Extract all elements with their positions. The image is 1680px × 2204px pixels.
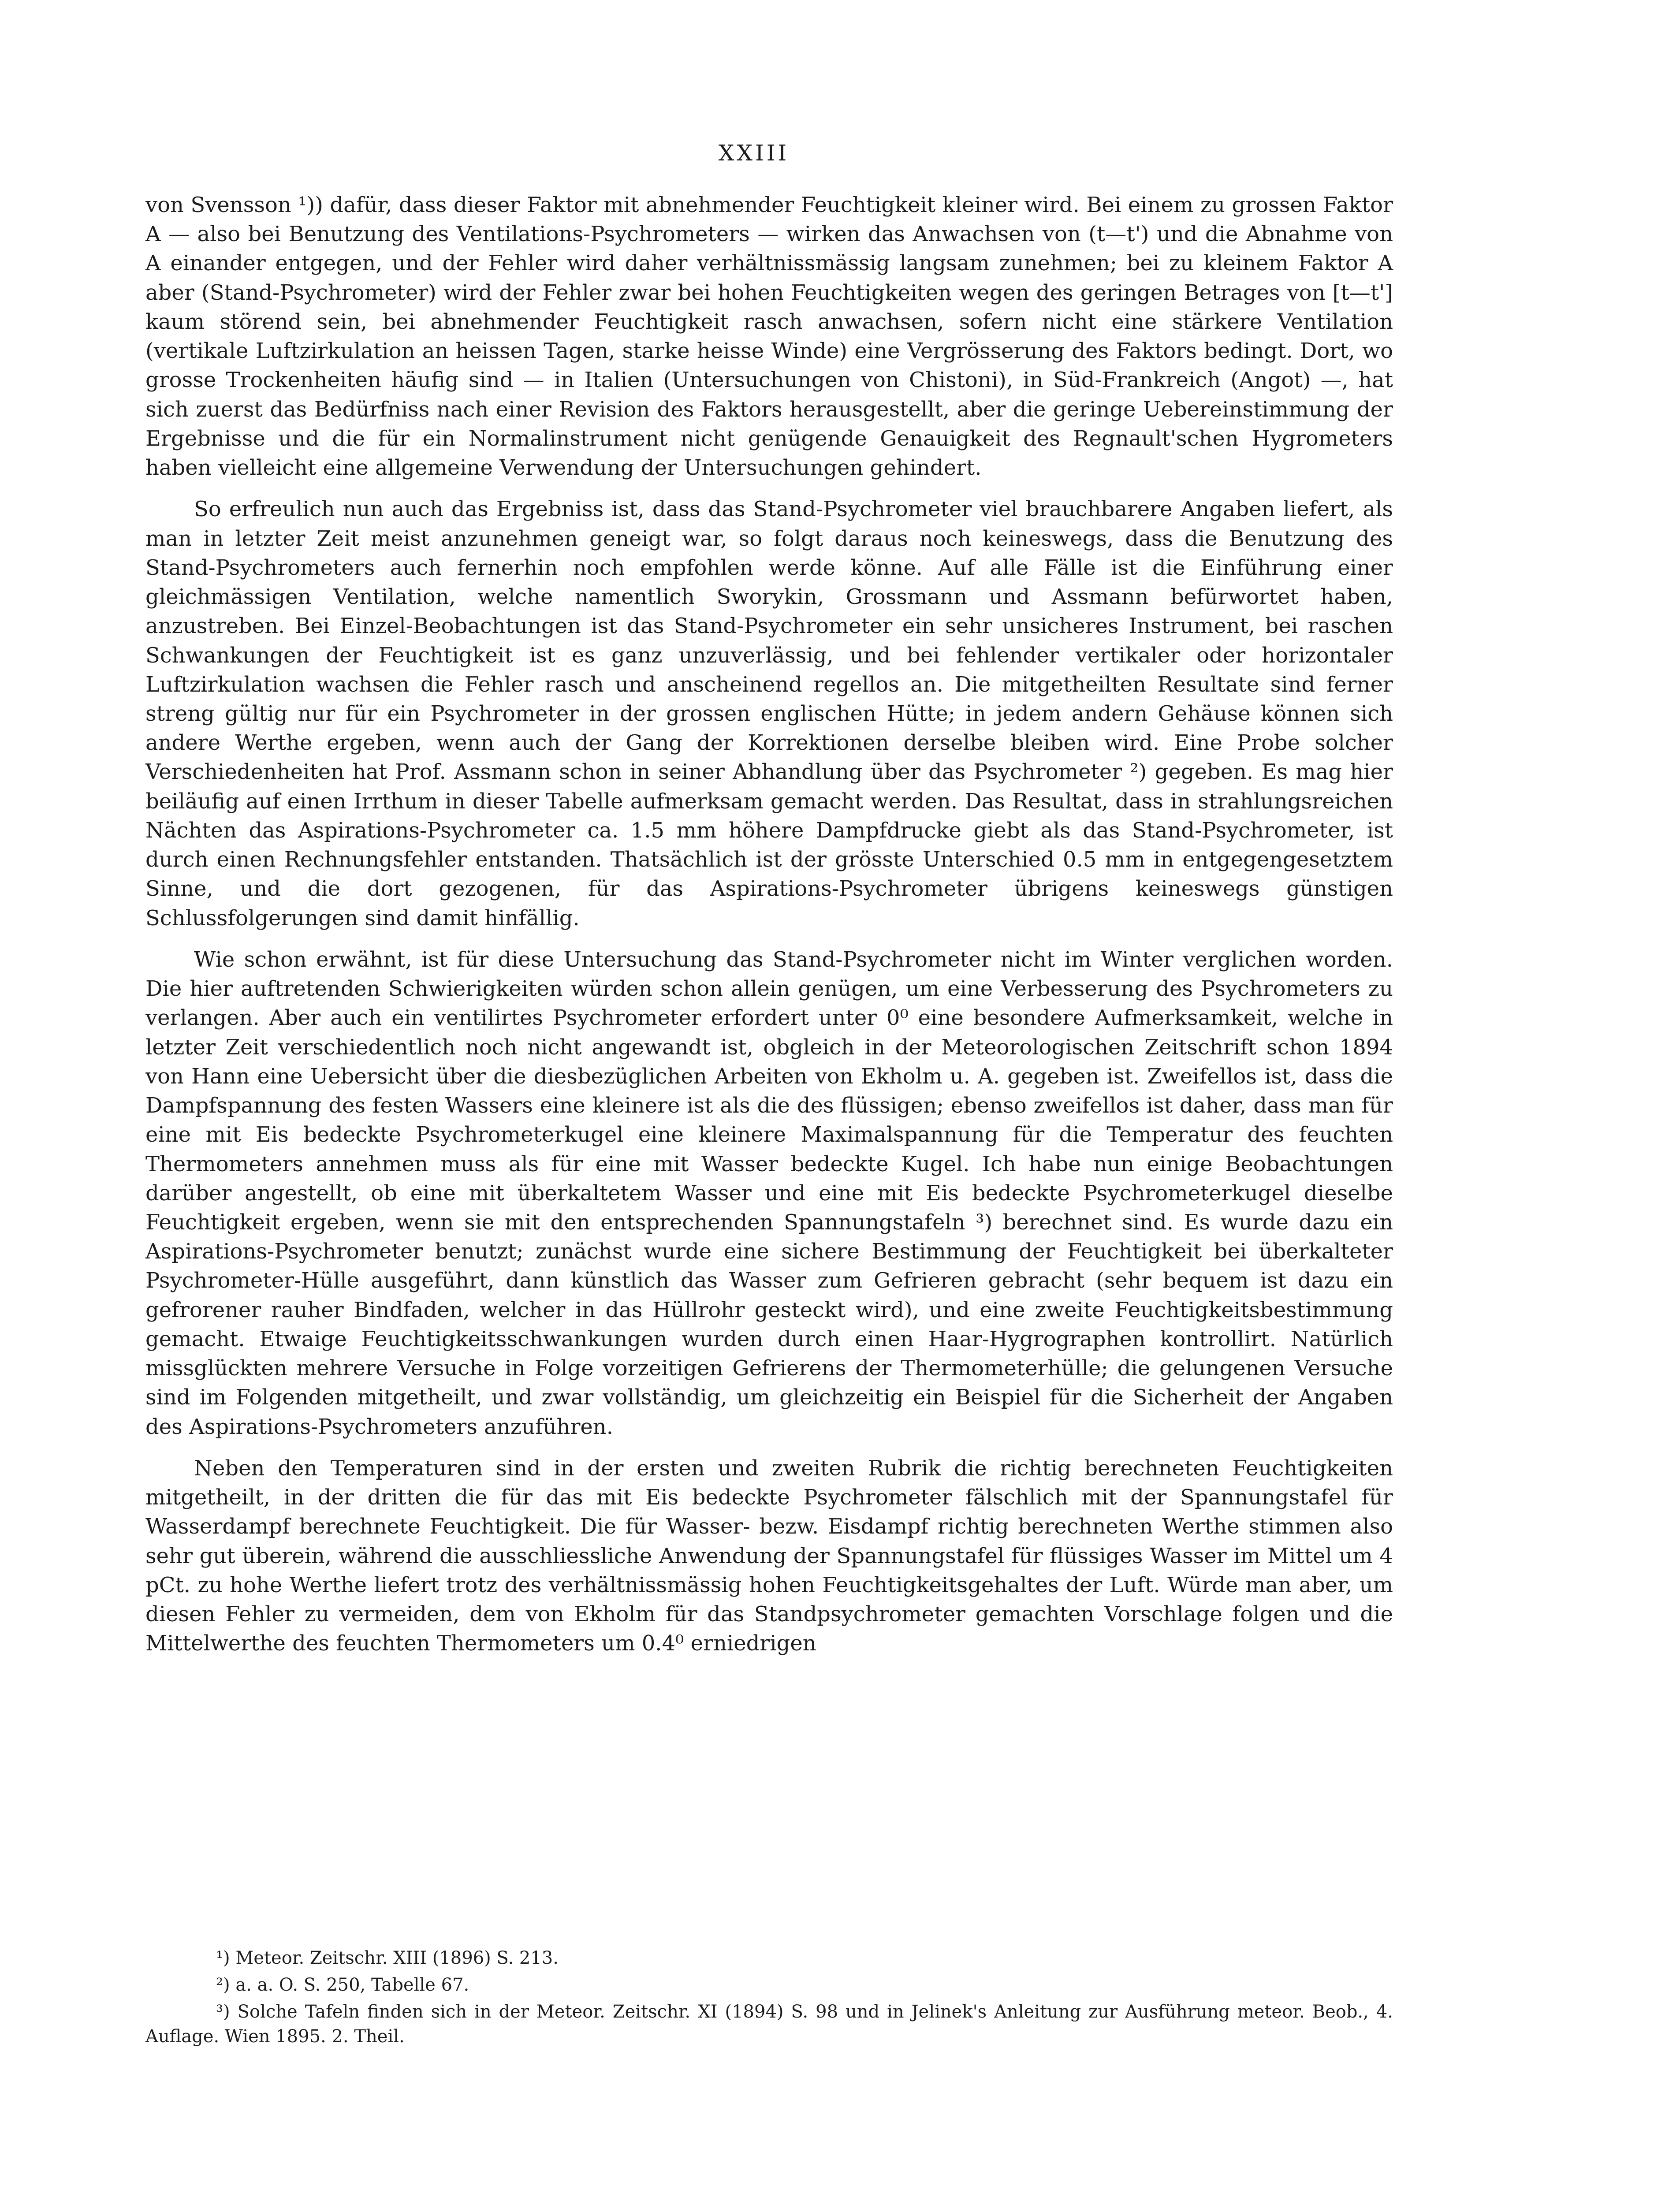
footnote: ¹) Meteor. Zeitschr. XIII (1896) S. 213. xyxy=(216,1948,559,1968)
paragraph: Neben den Temperaturen sind in der ersten und zweiten Rubrik die richtig berechneten Feuchtigkeiten mitgetheilt, in der dritten die für das mit Eis bedeckte Psychrometer fälschlich mit der Spannungstafel für Wasserdampf berechnete Feuchtigkeit. Die für Wasser- bezw. Eisdampf richtig berechneten Werthe stimmen also sehr gut überein, während die ausschliessliche Anwendung der Spannungstafel für flüssiges Wasser im Mittel um 4 pCt. zu hohe Werthe liefert trotz des verhältnissmässig hohen Feuchtigkeitsgehaltes der Luft. Würde man aber, um diesen Fehler zu vermeiden, dem von Ekholm für das Standpsychrometer gemachten Vorschlage folgen und die Mittelwerthe des feuchten Thermometers um 0.4⁰ erniedrigen xyxy=(145,1456,1393,1656)
paragraph: Wie schon erwähnt, ist für diese Untersuchung das Stand-Psychrometer nicht im Winter verglichen worden. Die hier auftretenden Schwierigkeiten würden schon allein genügen, um eine Verbesserung des Psychrometers zu verlangen. Aber auch ein ventilirtes Psychrometer erfordert unter 0⁰ eine besondere Aufmerksamkeit, welche in letzter Zeit verschiedentlich noch nicht angewandt ist, obgleich in der Meteorologischen Zeitschrift schon 1894 von Hann eine Uebersicht über die diesbezüglichen Arbeiten von Ekholm u. A. gegeben ist. Zweifellos ist, dass die Dampfspannung des festen Wassers eine kleinere ist als die des flüssigen; ebenso zweifellos ist daher, dass man für eine mit Eis bedeckte Psychrometerkugel eine kleinere Maximalspannung für die Temperatur des feuchten Thermometers annehmen muss als für eine mit Wasser bedeckte Kugel. Ich habe nun einige Beobachtungen darüber angestellt, ob eine mit überkaltetem Wasser und eine mit Eis bedeckte Psychrometerkugel dieselbe Feuchtigkeit ergeben, wenn sie mit den entsprechenden Spannungstafeln ³) berechnet sind. Es wurde dazu ein Aspirations-Psychrometer benutzt; zunächst wurde eine sichere Bestimmung der Feuchtigkeit bei überkalteter Psychrometer-Hülle ausgeführt, dann künstlich das Wasser zum Gefrieren gebracht (sehr bequem ist dazu ein gefrorener rauher Bindfaden, welcher in das Hüllrohr gesteckt wird), und eine zweite Feuchtigkeitsbestimmung gemacht. Etwaige Feuchtigkeitsschwankungen wurden durch einen Haar-Hygrographen kontrollirt. Natürlich missglückten mehrere Versuche in Folge vorzeitigen Gefrierens der Thermometerhülle; die gelungenen Versuche sind im Folgenden mitgetheilt, und zwar vollständig, um gleichzeitig ein Beispiel für die Sicherheit der Angaben des Aspirations-Psychrometers anzuführen. xyxy=(145,947,1393,1439)
paragraph: von Svensson ¹)) dafür, dass dieser Faktor mit abnehmender Feuchtigkeit kleiner wird. Bei einem zu grossen Faktor A — also bei Benutzung des Ventilations-Psychrometers — wirken das Anwachsen von (t—t') und die Abnahme von A einander entgegen, und der Fehler wird daher verhältnissmässig langsam zunehmen; bei zu kleinem Faktor A aber (Stand-Psychrometer) wird der Fehler zwar bei hohen Feuchtigkeiten wegen des geringen Betrages von [t—t'] kaum störend sein, bei abnehmender Feuchtigkeit rasch anwachsen, sofern nicht eine stärkere Ventilation (vertikale Luftzirkulation an heissen Tagen, starke heisse Winde) eine Vergrösserung des Faktors bedingt. Dort, wo grosse Trockenheiten häufig sind — in Italien (Untersuchungen von Chistoni), in Süd-Frankreich (Angot) —, hat sich zuerst das Bedürfniss nach einer Revision des Faktors herausgestellt, aber die geringe Uebereinstimmung der Ergebnisse und die für ein Normalinstrument nicht genügende Genauigkeit des Regnault'schen Hygrometers haben vielleicht eine allgemeine Verwendung der Untersuchungen gehindert. xyxy=(145,193,1393,480)
footnotes xyxy=(145,1946,1393,2051)
body-text xyxy=(145,190,1393,1670)
paragraph: So erfreulich nun auch das Ergebniss ist, dass das Stand-Psychrometer viel brauchbarere Angaben liefert, als man in letzter Zeit meist anzunehmen geneigt war, so folgt daraus noch keineswegs, dass die Benutzung des Stand-Psychrometers auch fernerhin noch empfohlen werde könne. Auf alle Fälle ist die Einführung einer gleichmässigen Ventilation, welche namentlich Sworykin, Grossmann und Assmann befürwortet haben, anzustreben. Bei Einzel-Beobachtungen ist das Stand-Psychrometer ein sehr unsicheres Instrument, bei raschen Schwankungen der Feuchtigkeit ist es ganz unzuverlässig, und bei fehlender vertikaler oder horizontaler Luftzirkulation wachsen die Fehler rasch und anscheinend regellos an. Die mitgetheilten Resultate sind ferner streng gültig nur für ein Psychrometer in der grossen englischen Hütte; in jedem andern Gehäuse können sich andere Werthe ergeben, wenn auch der Gang der Korrektionen derselbe bleiben wird. Eine Probe solcher Verschiedenheiten hat Prof. Assmann schon in seiner Abhandlung über das Psychrometer ²) gegeben. Es mag hier beiläufig auf einen Irrthum in dieser Tabelle aufmerksam gemacht werden. Das Resultat, dass in strahlungsreichen Nächten das Aspirations-Psychrometer ca. 1.5 mm höhere Dampfdrucke giebt als das Stand-Psychrometer, ist durch einen Rechnungsfehler entstanden. Thatsächlich ist der grösste Unterschied 0.5 mm in entgegengesetztem Sinne, und die dort gezogenen, für das Aspirations-Psychrometer übrigens keineswegs günstigen Schlussfolgerungen sind damit hinfällig. xyxy=(145,497,1393,931)
page-number: XXIII xyxy=(718,140,790,166)
footnote: ³) Solche Tafeln finden sich in der Meteor. Zeitschr. XI (1894) S. 98 und in Jelinek's Anleitung zur Ausführung meteor. Beob., 4. Auflage. Wien 1895. 2. Theil. xyxy=(145,2002,1393,2047)
footnote: ²) a. a. O. S. 250, Tabelle 67. xyxy=(216,1975,469,1996)
